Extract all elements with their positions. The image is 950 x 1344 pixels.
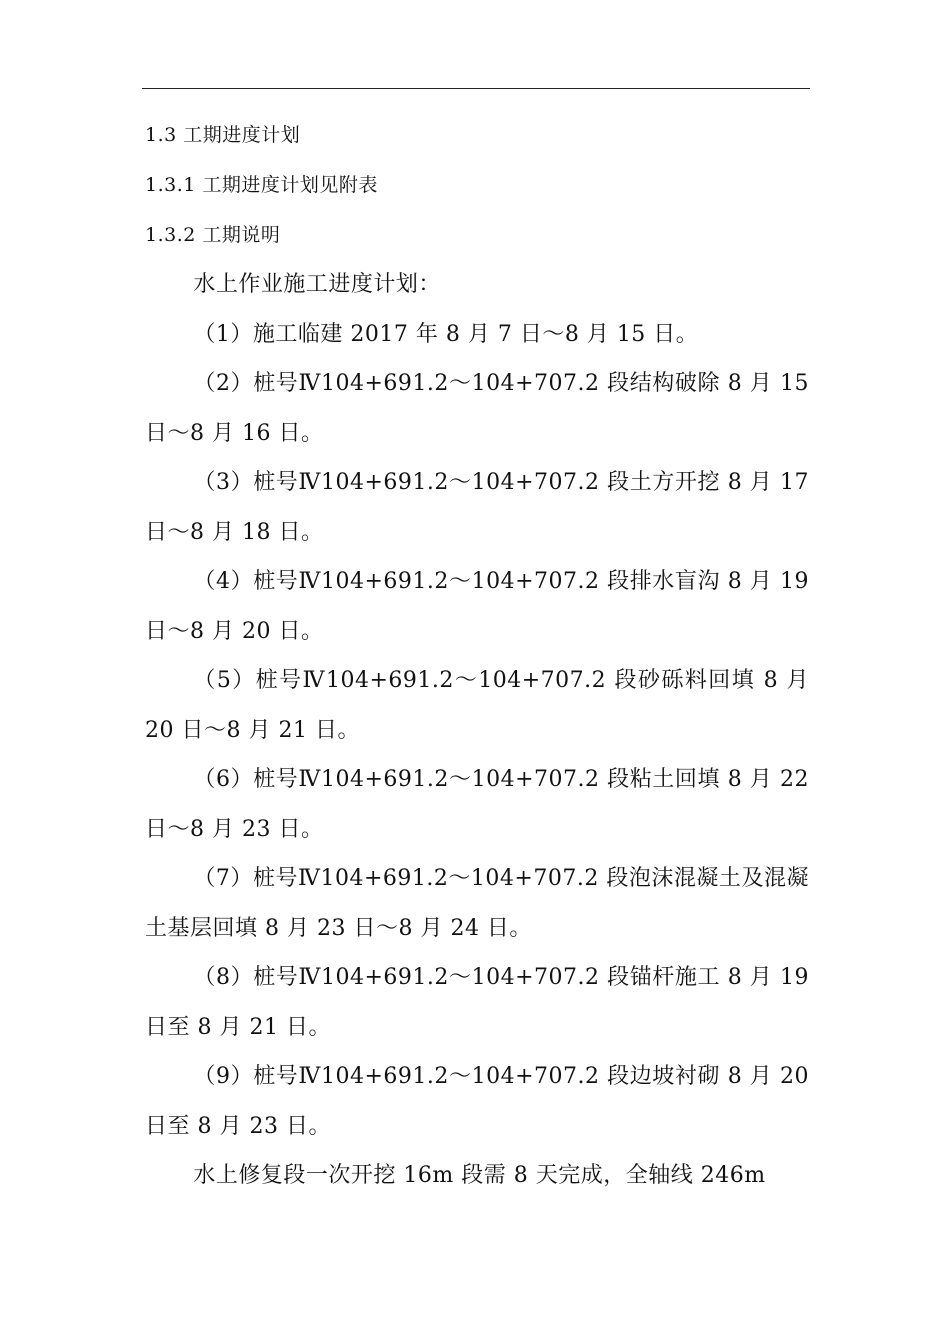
schedule-item-1: （1）施工临建 2017 年 8 月 7 日～8 月 15 日。	[193, 321, 699, 347]
schedule-item-2: （2）桩号Ⅳ104+691.2～104+707.2 段结构破除 8 月 15 日～8 月 16 日。	[145, 371, 809, 446]
schedule-item-5: （5）桩号Ⅳ104+691.2～104+707.2 段砂砾料回填 8 月 20 日～8 月 21 日。	[145, 668, 809, 743]
schedule-item-9: （9）桩号Ⅳ104+691.2～104+707.2 段边坡衬砌 8 月 20 日至 8 月 23 日。	[145, 1064, 809, 1139]
schedule-item-4: （4）桩号Ⅳ104+691.2～104+707.2 段排水盲沟 8 月 19 日～8 月 20 日。	[145, 569, 809, 644]
closing-paragraph: 水上修复段一次开挖 16m 段需 8 天完成，全轴线 246m	[193, 1163, 766, 1188]
document-body	[145, 110, 809, 1201]
schedule-item-3: （3）桩号Ⅳ104+691.2～104+707.2 段土方开挖 8 月 17 日～8 月 18 日。	[145, 470, 809, 545]
schedule-item-8: （8）桩号Ⅳ104+691.2～104+707.2 段锚杆施工 8 月 19 日至 8 月 21 日。	[145, 965, 809, 1040]
section-heading-1-3-2: 1.3.2 工期说明	[145, 224, 281, 246]
intro-paragraph: 水上作业施工进度计划：	[193, 272, 441, 297]
section-heading-1-3: 1.3 工期进度计划	[145, 124, 301, 146]
schedule-item-6: （6）桩号Ⅳ104+691.2～104+707.2 段粘土回填 8 月 22 日～8 月 23 日。	[145, 767, 809, 842]
schedule-item-7: （7）桩号Ⅳ104+691.2～104+707.2 段泡沫混凝土及混凝土基层回填 8 月 23 日～8 月 24 日。	[145, 866, 809, 941]
header-rule	[142, 88, 810, 89]
section-heading-1-3-1: 1.3.1 工期进度计划见附表	[145, 174, 378, 196]
